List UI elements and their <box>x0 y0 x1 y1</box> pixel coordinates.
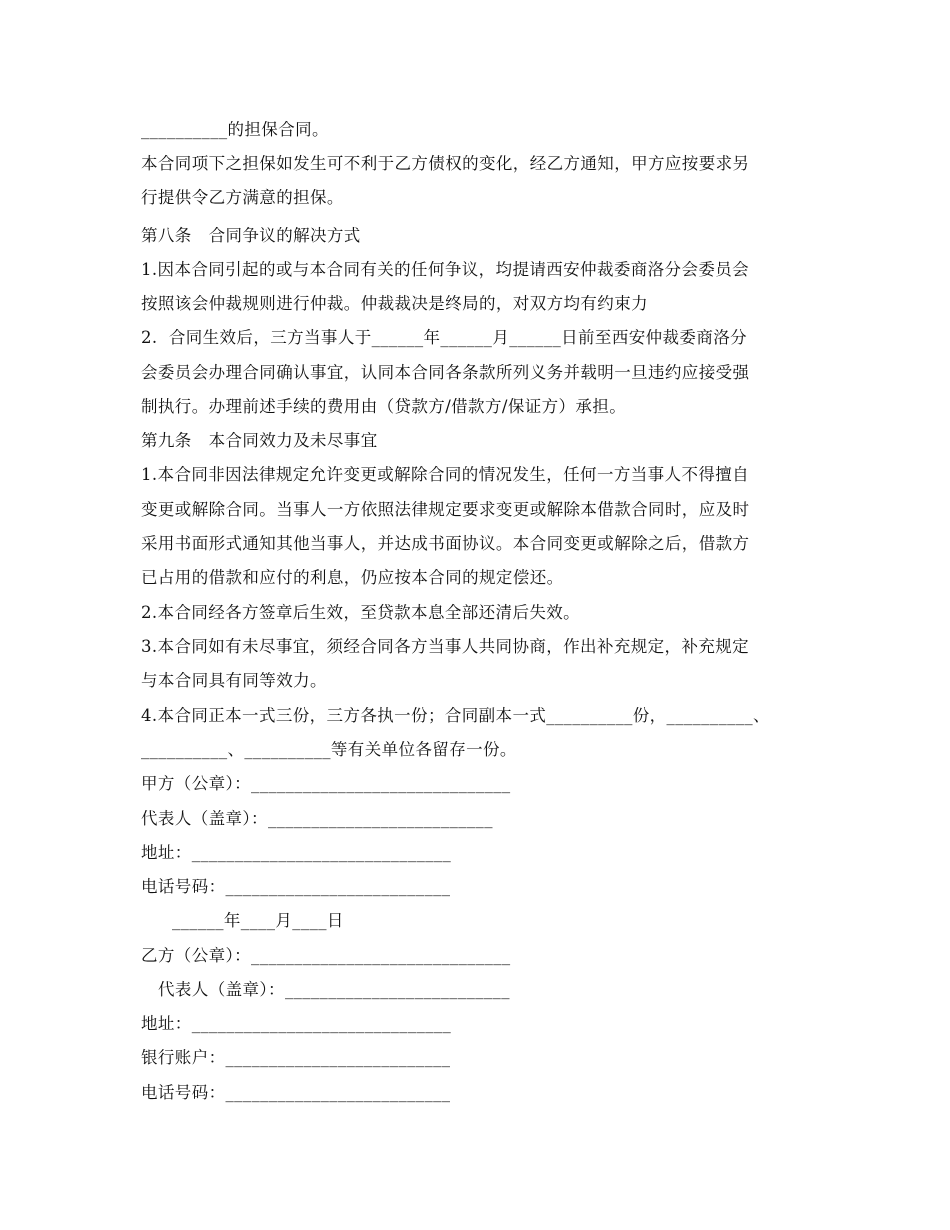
paragraph-line: __________、__________等有关单位各留存一份。 <box>141 740 517 759</box>
guarantee-contract-line: __________的担保合同。 <box>141 120 329 139</box>
party-b-representative-field: 代表人（盖章）：__________________________ <box>158 980 510 999</box>
paragraph-line: 2.本合同经各方签章后生效，至贷款本息全部还清后失效。 <box>141 603 581 622</box>
party-a-phone-field: 电话号码：__________________________ <box>141 877 451 896</box>
paragraph-line: 会委员会办理合同确认事宜，认同本合同各条款所列义务并载明一旦违约应接受强 <box>141 363 750 382</box>
paragraph-line: 已占用的借款和应付的利息，仍应按本合同的规定偿还。 <box>141 568 564 587</box>
party-a-address-field: 地址：______________________________ <box>141 843 452 862</box>
article-8-heading: 第八条 合同争议的解决方式 <box>141 226 361 245</box>
paragraph-line: 变更或解除合同。当事人一方依照法律规定要求变更或解除本借款合同时，应及时 <box>141 500 750 519</box>
paragraph-line: 行提供令乙方满意的担保。 <box>141 188 344 207</box>
paragraph-line: 制执行。办理前述手续的费用由（贷款方/借款方/保证方）承担。 <box>141 397 627 416</box>
paragraph-line: 2. 合同生效后，三方当事人于______年______月______日前至西安仲裁委商洛分 <box>141 328 748 347</box>
paragraph-line: 本合同项下之担保如发生可不利于乙方债权的变化，经乙方通知，甲方应按要求另 <box>141 154 750 173</box>
party-a-representative-field: 代表人（盖章）：__________________________ <box>141 809 493 828</box>
paragraph-line: 3.本合同如有未尽事宜，须经合同各方当事人共同协商，作出补充规定，补充规定 <box>141 637 750 656</box>
party-b-bank-account-field: 银行账户：__________________________ <box>141 1048 451 1067</box>
paragraph-line: 1.因本合同引起的或与本合同有关的任何争议，均提请西安仲裁委商洛分会委员会 <box>141 260 750 279</box>
paragraph-line: 4.本合同正本一式三份，三方各执一份；合同副本一式__________份，__________、 <box>141 706 770 725</box>
paragraph-line: 采用书面形式通知其他当事人，并达成书面协议。本合同变更或解除之后，借款方 <box>141 534 750 553</box>
party-a-seal-field: 甲方（公章）：______________________________ <box>141 774 511 793</box>
party-b-address-field: 地址：______________________________ <box>141 1014 452 1033</box>
article-9-heading: 第九条 本合同效力及未尽事宜 <box>141 431 378 450</box>
paragraph-line: 与本合同具有同等效力。 <box>141 671 327 690</box>
signing-date-field: ______年____月____日 <box>172 911 344 930</box>
party-b-seal-field: 乙方（公章）：______________________________ <box>141 946 511 965</box>
party-b-phone-field: 电话号码：__________________________ <box>141 1083 451 1102</box>
paragraph-line: 按照该会仲裁规则进行仲裁。仲裁裁决是终局的，对双方均有约束力 <box>141 294 648 313</box>
paragraph-line: 1.本合同非因法律规定允许变更或解除合同的情况发生，任何一方当事人不得擅自 <box>141 465 750 484</box>
